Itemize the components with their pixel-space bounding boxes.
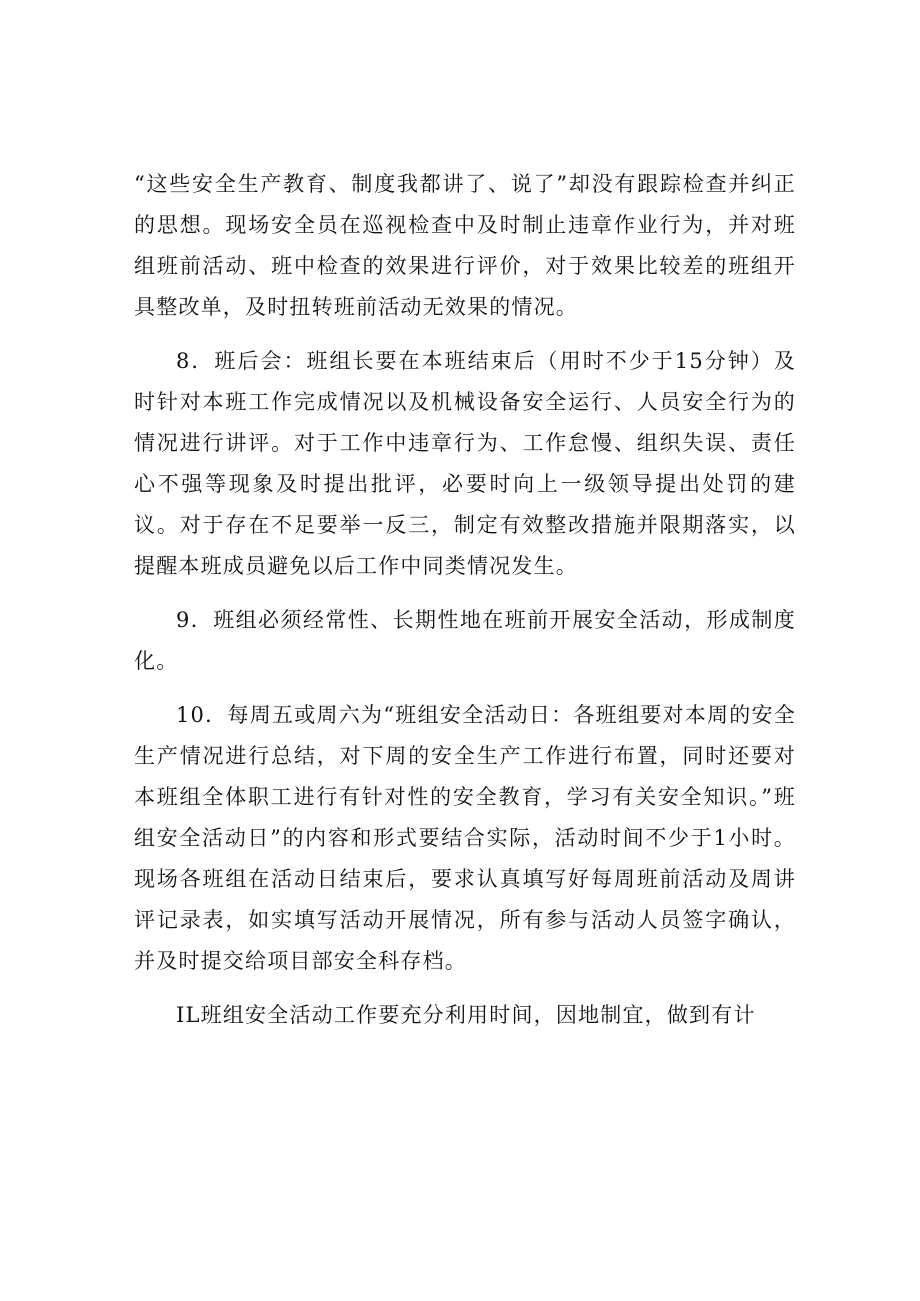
paragraph-item-10: 10．每周五或周六为“班组安全活动日：各班组要对本周的安全生产情况进行总结，对下周的安全生产工作进行布置，同时还要对本班组全体职工进行有针对性的安全教育，学习有关安全知识。”班组安全活动日”的内容和形式要结合实际，活动时间不少于1小时。现场各班组在活动日结束后，要求认真填写好每周班前活动及周讲评记录表，如实填写活动开展情况，所有参与活动人员签字确认，并及时提交给项目部安全科存档。 bbox=[134, 703, 796, 973]
paragraph-item-11: IL班组安全活动工作要充分利用时间，因地制宜，做到有计 bbox=[176, 1003, 756, 1027]
body-text bbox=[134, 164, 796, 1049]
paragraph-item-9: 9．班组必须经常性、长期性地在班前开展安全活动，形成制度化。 bbox=[134, 608, 796, 673]
paragraph-item-8: 8．班后会：班组长要在本班结束后（用时不少于15分钟）及时针对本班工作完成情况以及机械设备安全运行、人员安全行为的情况进行讲评。对于工作中违章行为、工作怠慢、组织失误、责任心不强等现象及时提出批评，必要时向上一级领导提出处罚的建议。对于存在不足要举一反三，制定有效整改措施并限期落实，以提醒本班成员避免以后工作中同类情况发生。 bbox=[134, 349, 796, 578]
paragraph-continuation: “这些安全生产教育、制度我都讲了、说了”却没有跟踪检查并纠正的思想。现场安全员在巡视检查中及时制止违章作业行为，并对班组班前活动、班中检查的效果进行评价，对于效果比较差的班组开具整改单，及时扭转班前活动无效果的情况。 bbox=[134, 172, 796, 319]
